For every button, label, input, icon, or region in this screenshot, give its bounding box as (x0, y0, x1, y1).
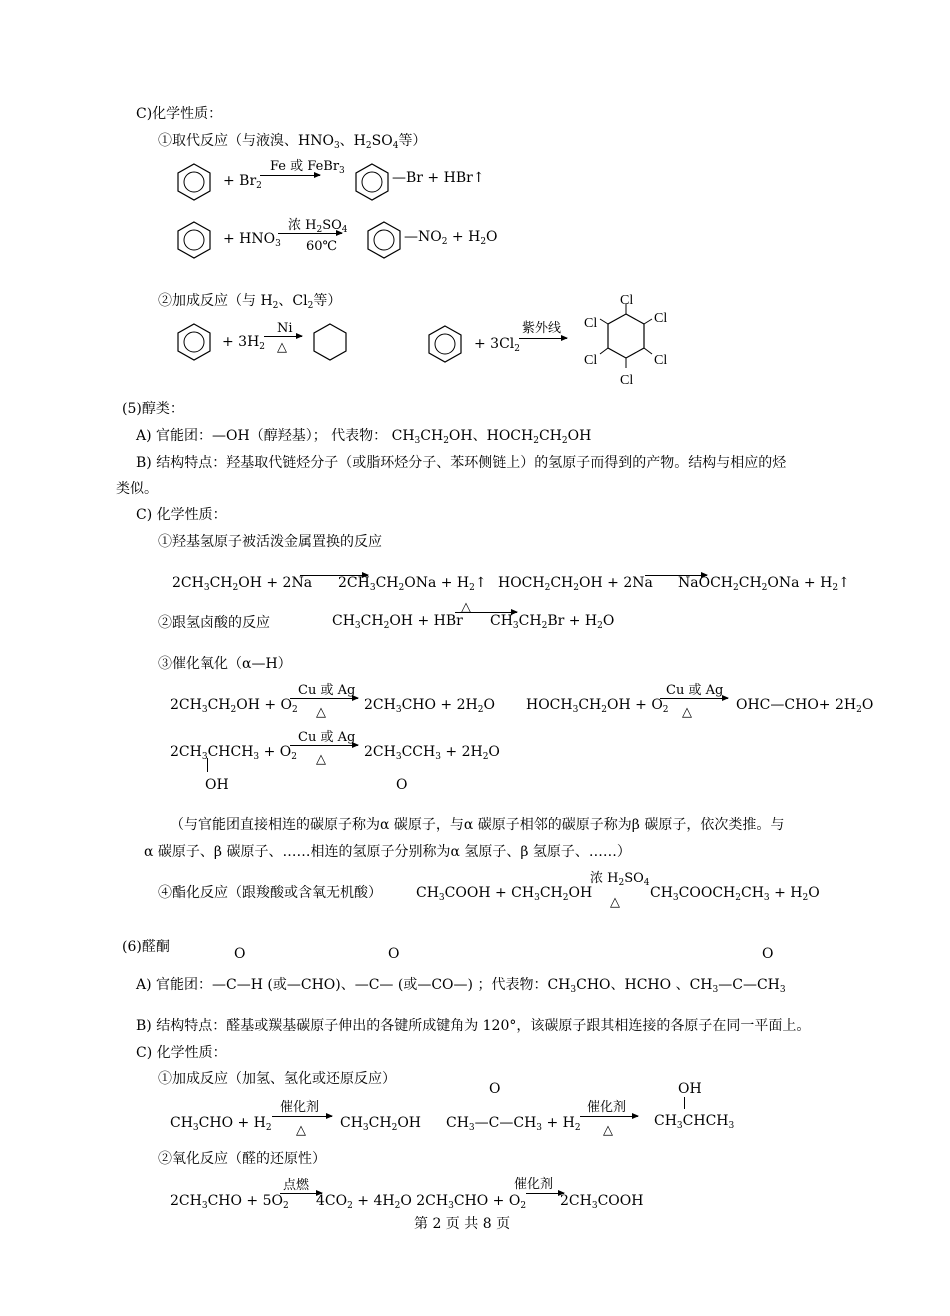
carbonyl-o-label: O (234, 946, 246, 962)
benzene-chem-properties-heading: C)化学性质： (136, 106, 223, 122)
heat-delta-icon: △ (277, 340, 287, 355)
reaction-arrow (519, 338, 567, 339)
heat-delta-icon: △ (610, 895, 620, 910)
acetaldehyde-h2-products: $CH_3CH_2OH$ (340, 1115, 421, 1133)
combustion-products: $4CO_2 + 4H_2O$ $2CH_3CHO + O_2$ (316, 1193, 527, 1211)
alcohol-structure-line-1: B) 结构特点：羟基取代链烃分子（或脂环烃分子、苯环侧链上）的氢原子而得到的产物。结构与相应的烃 (136, 455, 787, 471)
glycol-oxidation-reactants: $HOCH_3CH_2OH + O_2$ (526, 697, 669, 715)
hexachlorocyclohexane-structure-icon (578, 292, 678, 392)
bond-line (207, 758, 208, 772)
alcohol-chem-properties-heading: C) 化学性质： (136, 507, 227, 523)
reaction-arrow (526, 1193, 564, 1194)
reactant-br2: + $Br_2$ (223, 173, 262, 191)
svg-text:Cl: Cl (584, 353, 598, 368)
cyclohexane-ring-icon (310, 322, 350, 362)
aldehyde-ketone-heading: (6)醛酮 (122, 939, 170, 955)
heat-delta-icon: △ (682, 705, 692, 720)
carbonyl-o-label: O (762, 946, 774, 962)
catalyst-label: 催化剂 (587, 1100, 627, 1115)
reaction-arrow (580, 1116, 638, 1117)
reaction-arrow (272, 1116, 332, 1117)
ethanol-oxidation-products: $2CH_3CHO + 2H_2O$ (364, 697, 495, 715)
acetaldehyde-h2-reactants: $CH_3CHO + H_2$ (170, 1115, 272, 1133)
reactant-hno3: + $HNO_3$ (223, 231, 281, 249)
esterification-heading: ④酯化反应（跟羧酸或含氧无机酸） (158, 885, 382, 901)
glycol-na-reactants: $HOCH_2CH_2OH + 2Na$ (498, 575, 653, 593)
bond-line (684, 1097, 685, 1109)
alcohol-sub1-heading: ①羟基氢原子被活泼金属置换的反应 (158, 534, 382, 550)
ethanol-na-products: $2CH_3CH_2ONa$ + $H_2↑$ (338, 575, 487, 593)
alpha-hydrogen-note-2: α 碳原子、β 碳原子、……相连的氢原子分别称为α 氢原子、β 氢原子、……） (144, 844, 631, 860)
combustion-reactants: $2CH_3CHO + 5O_2$ (170, 1193, 289, 1211)
glycol-oxidation-products: OHC—CHO+ $2H_2O$ (736, 697, 874, 715)
aldehyde-sub2-heading: ②氧化反应（醛的还原性） (158, 1151, 326, 1167)
alcohol-sub2-heading: ②跟氢卤酸的反应 (158, 615, 270, 631)
ethanol-na-reactants: $2CH_3CH_2OH + 2Na$ (172, 575, 313, 593)
benzene-ring-icon (174, 220, 214, 260)
aldehyde-functional-group-line: A) 官能团：—C—H (或—CHO)、—C— (或—CO—) ；代表物：$CH_3CHO$、HCHO 、$CH_3—C—CH_3$ (136, 977, 786, 995)
reaction-arrow (290, 745, 358, 746)
reaction-arrow (660, 698, 728, 699)
esterification-reactants: $CH_3COOH + CH_3CH_2OH$ (416, 885, 593, 903)
benzene-ring-icon (174, 322, 214, 362)
alcohol-functional-group-line: A) 官能团：—OH（醇羟基）； 代表物： $CH_3CH_2OH$、$HOCH_2CH_2OH$ (136, 428, 592, 446)
substitution-heading: ①取代反应（与液溴、$HNO_3$、$H_2SO_4$等） (158, 133, 427, 151)
heat-delta-icon: △ (603, 1123, 613, 1138)
reaction-arrow (290, 698, 358, 699)
page-footer: 第 2 页 共 8 页 (414, 1216, 511, 1232)
alcohol-structure-line-2: 类似。 (116, 481, 158, 497)
hydroxyl-label: OH (205, 777, 229, 793)
ethanol-oxidation-reactants: $2CH_3CH_2OH + O_2$ (170, 697, 298, 715)
acetone-h2-reactants: $CH_3—C—CH_3 + H_2$ (446, 1115, 581, 1133)
product-nitrobenzene: $—NO_2 + H_2O$ (404, 229, 498, 247)
catalyst-conc-h2so4: 浓 $H_2SO_4$ (288, 218, 348, 235)
heat-delta-icon: △ (296, 1123, 306, 1138)
ethanol-hbr-reactants: $CH_3CH_2OH$ + HBr (332, 613, 463, 631)
svg-text:Cl: Cl (620, 373, 634, 388)
catalyst-label: 催化剂 (280, 1100, 320, 1115)
catalyst-cu-ag: Cu 或 Ag (298, 683, 356, 698)
benzene-ring-icon (425, 324, 465, 364)
catalyst-label: 催化剂 (514, 1177, 554, 1192)
aldehyde-sub1-heading: ①加成反应（加氢、氢化或还原反应） (158, 1071, 396, 1087)
isopropanol-oxidation-reactants: $2CH_3CHCH_3 + O_2$ (170, 744, 297, 762)
svg-text:Cl: Cl (620, 293, 634, 308)
product-bromobenzene: —Br + HBr↑ (392, 170, 485, 186)
aldehyde-structure-line: B) 结构特点：醛基或羰基碳原子伸出的各键所成键角为 120°，该碳原子跟其相连接的各原子在同一平面上。 (136, 1018, 811, 1034)
svg-text:Cl: Cl (654, 353, 668, 368)
catalyst-cu-ag: Cu 或 Ag (666, 683, 724, 698)
aldehyde-oxidation-products: $2CH_3COOH$ (560, 1193, 644, 1211)
alpha-hydrogen-note-1: （与官能团直接相连的碳原子称为α 碳原子，与α 碳原子相邻的碳原子称为β 碳原子，依次类推。与 (170, 817, 785, 833)
carbonyl-o-label: O (388, 946, 400, 962)
acetone-h2-products: $CH_3CHCH_3$ (654, 1113, 735, 1131)
carbonyl-o-label: O (489, 1081, 501, 1097)
ethanol-hbr-products: $CH_3CH_2Br + H_2O$ (490, 613, 615, 631)
reactant-3cl2: + $3Cl_2$ (474, 336, 521, 354)
reactant-3h2: + $3H_2$ (222, 334, 266, 352)
glycol-na-products: $NaOCH_2CH_2ONa$ + $H_2↑$ (678, 575, 850, 593)
benzene-ring-icon (352, 162, 392, 202)
alcohol-heading: (5)醇类： (122, 401, 184, 417)
reaction-arrow (264, 336, 302, 337)
catalyst-ni: Ni (277, 321, 293, 336)
esterification-products: $CH_3COOCH_2CH_3 + H_2O$ (650, 885, 820, 903)
catalyst-fe-febr3: Fe 或 FeBr$_3$ (270, 159, 345, 176)
svg-text:Cl: Cl (584, 316, 598, 331)
benzene-ring-icon (364, 220, 404, 260)
heat-delta-icon: △ (316, 705, 326, 720)
carbonyl-o-label: O (396, 777, 408, 793)
heat-delta-icon: △ (316, 752, 326, 767)
svg-text:Cl: Cl (654, 311, 668, 326)
condition-uv: 紫外线 (522, 321, 562, 336)
benzene-ring-icon (174, 162, 214, 202)
addition-heading: ②加成反应（与 $H_2$、$Cl_2$等） (158, 293, 342, 311)
catalyst-conc-h2so4: 浓 $H_2SO_4$ (590, 871, 650, 888)
catalyst-cu-ag: Cu 或 Ag (298, 730, 356, 745)
hydroxyl-label: OH (678, 1081, 702, 1097)
isopropanol-oxidation-products: $2CH_3CCH_3 + 2H_2O$ (364, 744, 500, 762)
ignite-label: 点燃 (283, 1178, 310, 1193)
aldehyde-chem-properties-heading: C) 化学性质： (136, 1045, 227, 1061)
temperature-60c: 60℃ (306, 239, 338, 254)
alcohol-sub3-heading: ③催化氧化（α—H） (158, 656, 292, 672)
heat-delta-icon: △ (461, 600, 471, 615)
